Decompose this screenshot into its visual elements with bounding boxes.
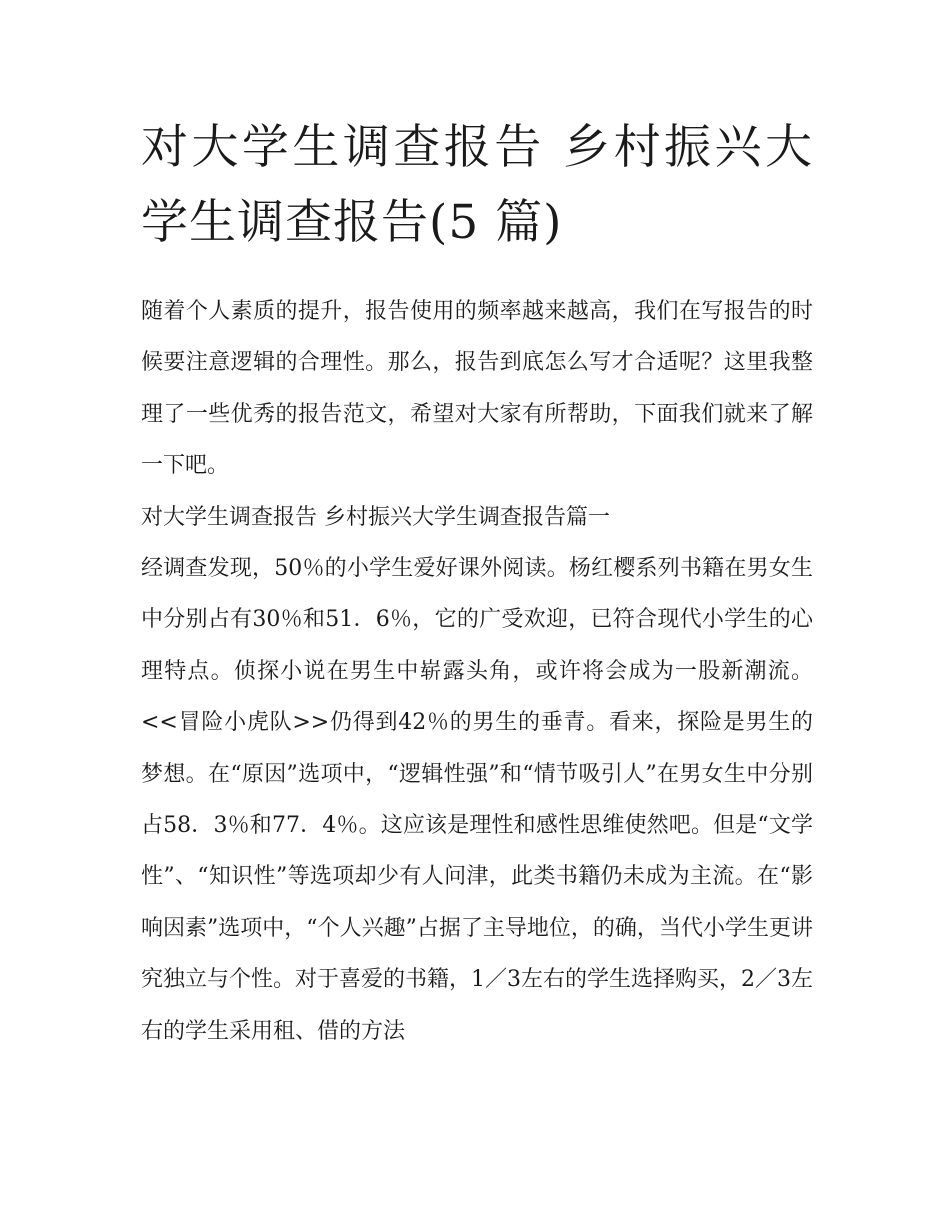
section-heading: 对大学生调查报告 乡村振兴大学生调查报告篇一	[141, 504, 610, 530]
document-title: 对大学生调查报告 乡村振兴大学生调查报告(5 篇)	[141, 120, 813, 250]
body-paragraph: 经调查发现，50％的小学生爱好课外阅读。杨红樱系列书籍在男女生中分别占有30％和51．6％，它的广受欢迎，已符合现代小学生的心理特点。侦探小说在男生中崭露头角，或许将会成为一股新潮流。<<冒险小虎队>>仍得到42％的男生的垂青。看来，探险是男生的梦想。在“原因”选项中，“逻辑性强”和“情节吸引人”在男女生中分别占58．3％和77．4％。这应该是理性和感性思维使然吧。但是“文学性”、“知识性”等选项却少有人问津，此类书籍仍未成为主流。在“影响因素”选项中，“个人兴趣”占据了主导地位，的确，当代小学生更讲究独立与个性。对于喜爱的书籍，1／3左右的学生选择购买，2／3左右的学生采用租、借的方法	[141, 556, 813, 1044]
intro-paragraph: 随着个人素质的提升，报告使用的频率越来越高，我们在写报告的时候要注意逻辑的合理性。那么，报告到底怎么写才合适呢？这里我整理了一些优秀的报告范文，希望对大家有所帮助，下面我们就来了解一下吧。	[141, 299, 813, 479]
document-page	[141, 110, 813, 1057]
